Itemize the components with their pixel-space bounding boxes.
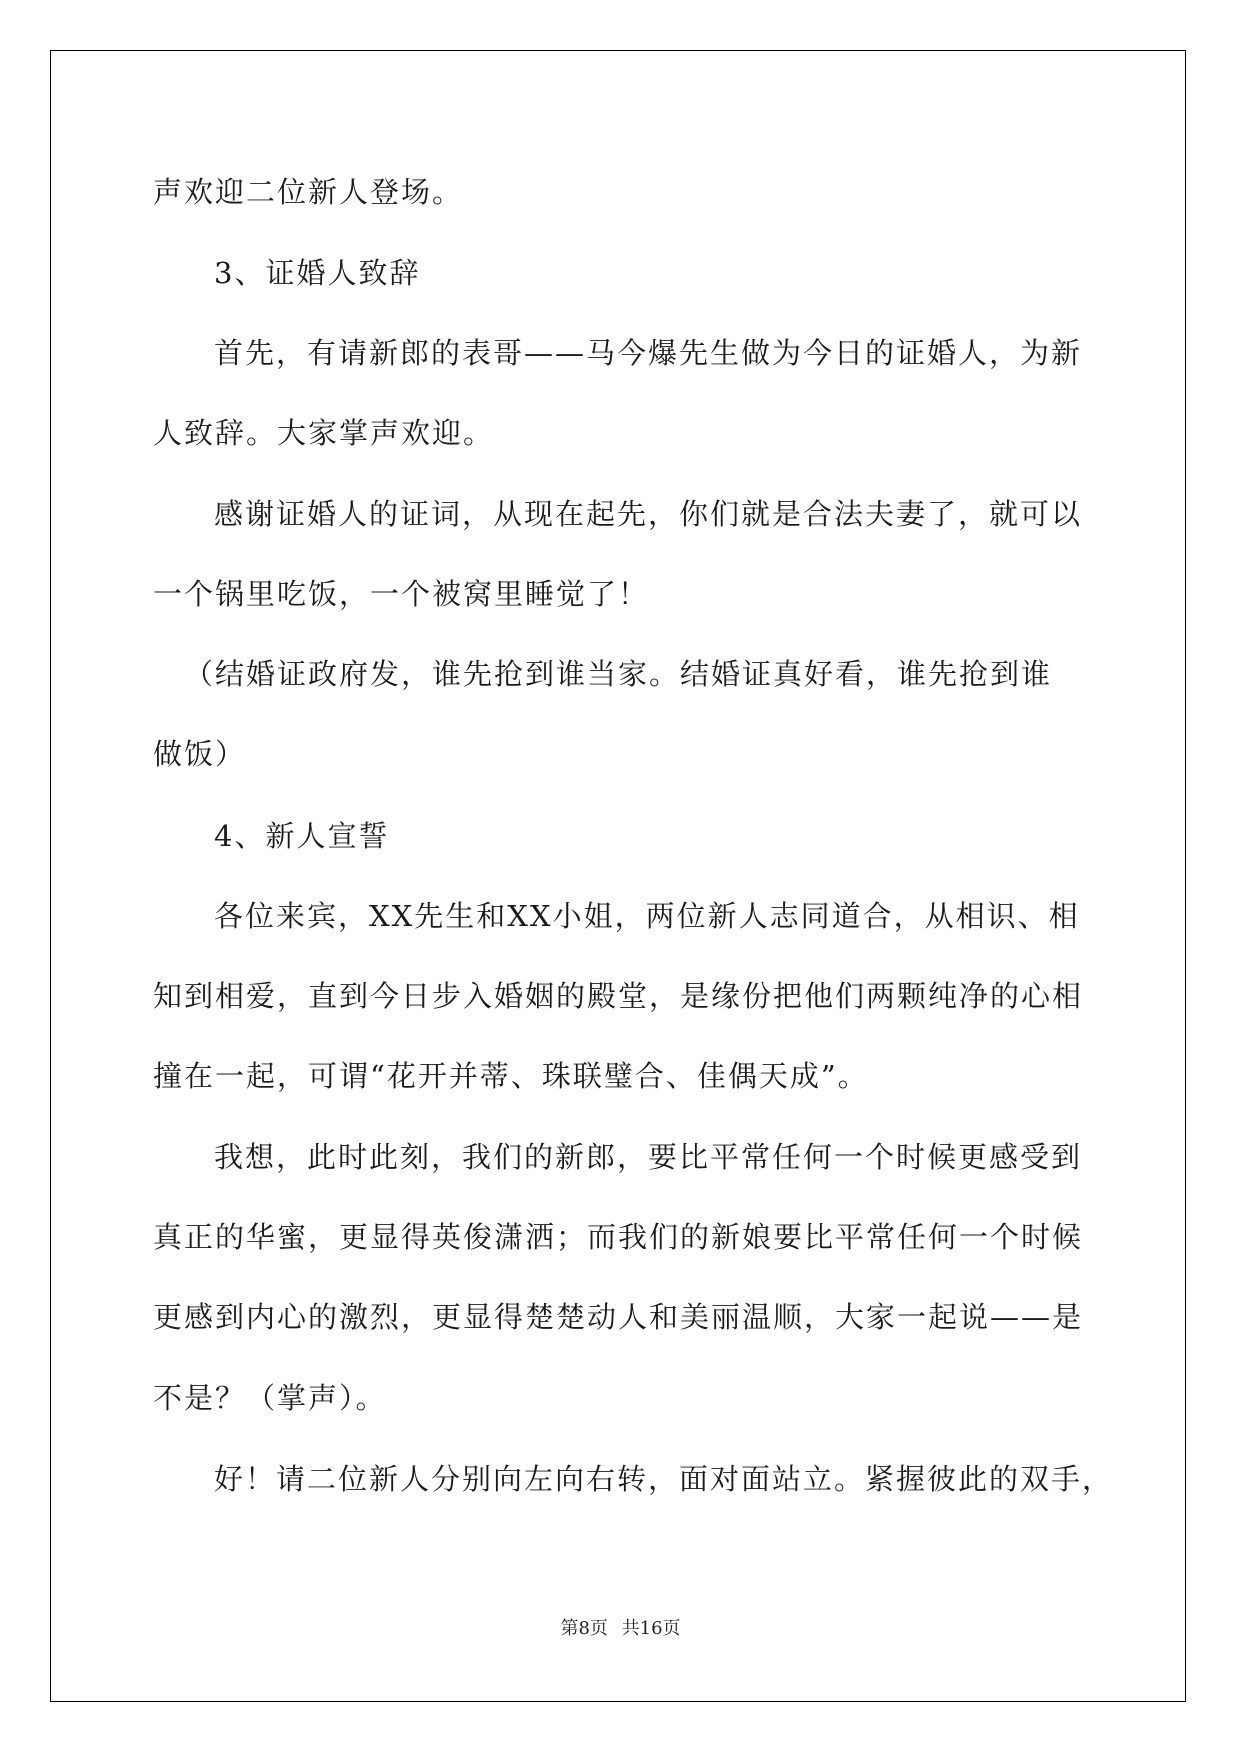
section-heading: 3、证婚人致辞 [214,256,421,290]
paragraph-start: 首先，有请新郎的表哥——马今爆先生做为今日的证婚人，为新 [214,336,1083,370]
section-heading: 4、新人宣誓 [214,819,390,853]
page-number: 第8页 [560,1618,608,1639]
text-line: 不是？（掌声）。 [153,1381,387,1415]
paragraph-start: 感谢证婚人的证词，从现在起先，你们就是合法夫妻了，就可以 [214,497,1083,531]
text-line: 人致辞。大家掌声欢迎。 [153,416,495,450]
page-total: 共16页 [621,1618,681,1639]
paragraph-start: （结婚证政府发，谁先抢到谁当家。结婚证真好看，谁先抢到谁 [184,657,1053,691]
text-line: 更感到内心的激烈，更显得楚楚动人和美丽温顺，大家一起说——是 [153,1300,1084,1334]
page-border [50,50,1186,1702]
text-line: 真正的华蜜，更显得英俊潇洒；而我们的新娘要比平常任何一个时候 [153,1220,1084,1254]
text-line: 做饭） [153,737,247,771]
text-line: 一个锅里吃饭，一个被窝里睡觉了！ [153,577,650,611]
paragraph-start: 好！请二位新人分别向左向右转，面对面站立。紧握彼此的双手， [214,1462,1114,1496]
page-footer [0,1614,1241,1640]
paragraph-start: 我想，此时此刻，我们的新郎，要比平常任何一个时候更感受到 [214,1140,1083,1174]
text-line: 知到相爱，直到今日步入婚姻的殿堂，是缘份把他们两颗纯净的心相 [153,979,1084,1013]
text-line: 撞在一起，可谓“花开并蒂、珠联璧合、佳偶天成”。 [153,1059,869,1093]
paragraph-start: 各位来宾，XX先生和XX小姐，两位新人志同道合，从相识、相 [214,899,1080,933]
text-line: 声欢迎二位新人登场。 [153,175,464,209]
